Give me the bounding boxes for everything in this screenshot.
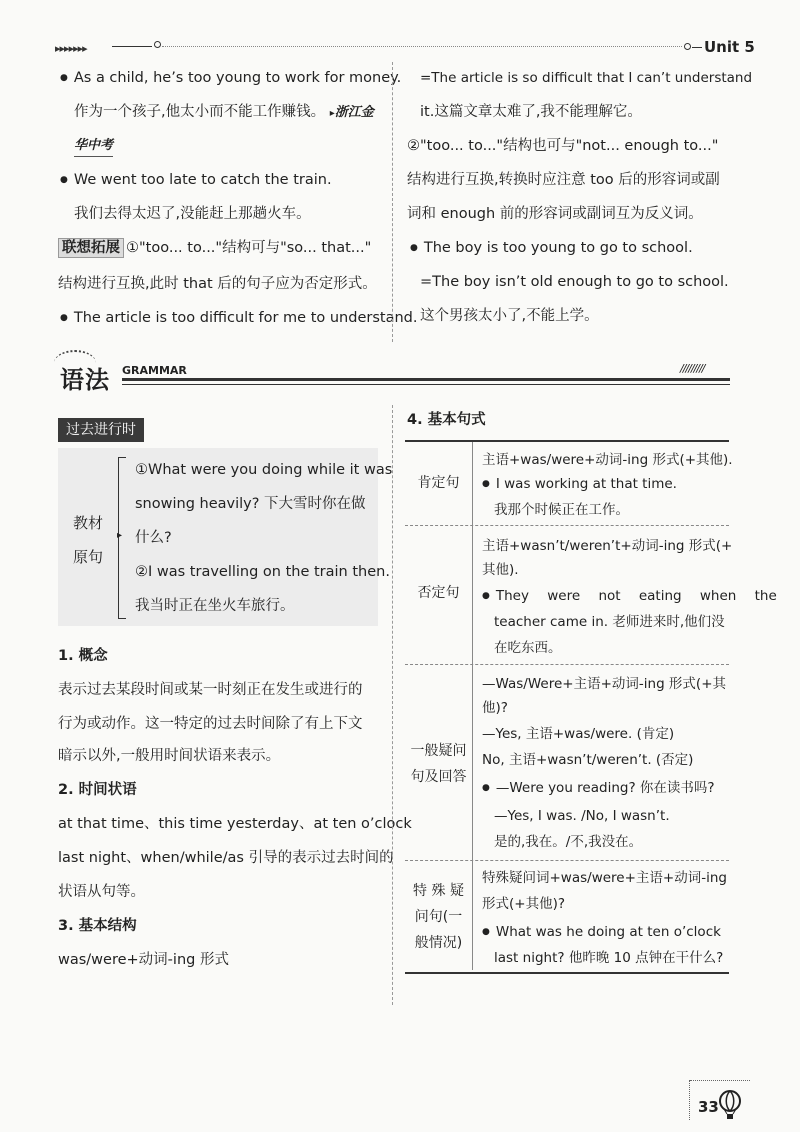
row-label-wh-1: 特 殊 疑 — [413, 883, 464, 899]
ex3-en: ● The article is too difficult for me to understand. — [60, 308, 417, 330]
tr-line1: =The article is so difficult that I can’t understand — [420, 70, 753, 86]
row1-line1: 主语+was/were+动词-ing 形式(+其他). — [482, 452, 733, 468]
row3-line2: 他)? — [482, 700, 508, 716]
source-line2: snowing heavily? 下大雪时你在做 — [135, 496, 366, 512]
row-label-yes-no-1: 一般疑问 — [410, 743, 467, 759]
table-rule-3 — [405, 860, 729, 861]
ex1-source-b: 华中考 — [74, 136, 113, 157]
row2-line4: teacher came in. 老师进来时,他们没 — [494, 614, 725, 630]
row4-line2: 形式(+其他)? — [482, 896, 566, 912]
row2-line3: ● They were not eating when the — [482, 586, 777, 608]
ex1-source-a: 浙江金 — [334, 105, 374, 120]
s2-line2: last night、when/while/as 引导的表示过去时间的 — [58, 850, 394, 866]
page-number: 33 — [698, 1098, 719, 1116]
grammar-subtitle: GRAMMAR — [122, 364, 187, 377]
ex2-zh: 我们去得太迟了,没能赶上那趟火车。 — [74, 206, 311, 222]
header-rule-left — [112, 46, 152, 47]
ex2-en: ● We went too late to catch the train. — [60, 170, 332, 192]
header-rule-right — [692, 47, 702, 48]
ex1-zh: 作为一个孩子,他太小而不能工作赚钱。 — [74, 104, 326, 120]
hot-air-balloon-icon — [718, 1090, 742, 1120]
grammar-rule-thin — [122, 384, 730, 385]
row-label-affirmative: 肯定句 — [417, 475, 460, 491]
ex1-zh-row — [74, 102, 374, 124]
table-rule-2 — [405, 664, 729, 665]
row4-line1: 特殊疑问词+was/were+主语+动词-ing — [482, 870, 727, 886]
grammar-title: 语法 — [60, 366, 110, 394]
tr-example-en: ● The boy is too young to go to school. — [410, 238, 693, 260]
row-label-wh-2: 问句(一 — [414, 909, 463, 925]
s1-line2: 行为或动作。这一特定的过去时间除了有上下文 — [58, 716, 363, 732]
s2-line1: at that time、this time yesterday、at ten o’clock — [58, 816, 412, 832]
top-column-divider — [392, 62, 393, 342]
tr-line2: it.这篇文章太难了,我不能理解它。 — [420, 104, 642, 120]
source-mark-icon: ▸ — [329, 108, 335, 119]
source-line4: ②I was travelling on the train then. — [135, 564, 390, 580]
row2-line5: 在吃东西。 — [494, 640, 562, 656]
row2-line2: 其他). — [482, 562, 519, 578]
tr-example-en2: =The boy isn’t old enough to go to school. — [420, 274, 729, 290]
row3-line7: 是的,我在。/不,我没在。 — [494, 834, 643, 850]
source-line1: ①What were you doing while it was — [135, 462, 393, 478]
row4-line4: last night? 他昨晚 10 点钟在干什么? — [494, 950, 724, 966]
s1-line1: 表示过去某段时间或某一时刻正在发生或进行的 — [58, 682, 363, 698]
s2-title: 2. 时间状语 — [58, 782, 137, 798]
extension-line1: ①"too... to..."结构可与"so... that..." — [126, 240, 372, 256]
row4-line3: ● What was he doing at ten o’clock — [482, 922, 721, 944]
s1-title: 1. 概念 — [58, 648, 108, 664]
table-bottom-rule — [405, 972, 729, 974]
row3-line3: —Yes, 主语+was/were. (肯定) — [482, 726, 675, 742]
grammar-slashes: ///////// — [680, 362, 705, 375]
topic-label: 过去进行时 — [58, 418, 144, 442]
source-label-2: 原句 — [73, 548, 104, 566]
header-circle-left-icon — [154, 41, 161, 48]
header-circle-right-icon — [684, 43, 691, 50]
footer-dotted-rule — [690, 1080, 750, 1081]
header-arrows: ▸▸▸▸▸▸▸ — [55, 42, 87, 55]
grammar-rule-thick — [122, 378, 730, 381]
source-line3: 什么? — [135, 530, 172, 546]
s3-line1: was/were+动词-ing 形式 — [58, 952, 229, 968]
s3-title: 3. 基本结构 — [58, 918, 137, 934]
header-rule-dotted — [162, 46, 682, 47]
row1-line3: 我那个时候正在工作。 — [494, 502, 629, 518]
row3-line6: —Yes, I was. /No, I wasn’t. — [494, 808, 670, 824]
tr-line5: 词和 enough 前的形容词或副词互为反义词。 — [407, 206, 703, 222]
unit-label: Unit 5 — [704, 38, 755, 56]
table-label-divider — [472, 442, 473, 970]
extension-tag: 联想拓展 — [58, 238, 124, 258]
extension-row — [58, 238, 371, 258]
row3-line4: No, 主语+wasn’t/weren’t. (否定) — [482, 752, 694, 768]
row1-line2: ● I was working at that time. — [482, 474, 677, 496]
extension-line2: 结构进行互换,此时 that 后的句子应为否定形式。 — [58, 276, 377, 292]
source-label-1: 教材 — [73, 514, 104, 532]
ex1-en: ● As a child, he’s too young to work for money. — [60, 68, 401, 90]
row-label-yes-no-2: 句及回答 — [410, 769, 467, 785]
lower-column-divider — [392, 405, 393, 1005]
table-top-rule — [405, 440, 729, 442]
table-rule-1 — [405, 525, 729, 526]
source-arrow-icon: ▸ — [117, 530, 123, 541]
row-label-wh-3: 般情况) — [414, 935, 463, 951]
row3-line1: —Was/Were+主语+动词-ing 形式(+其 — [482, 676, 727, 692]
s1-line3: 暗示以外,一般用时间状语来表示。 — [58, 748, 281, 764]
tr-line4: 结构进行互换,转换时应注意 too 后的形容词或副 — [407, 172, 720, 188]
tr-line3: ②"too... to..."结构也可与"not... enough to..." — [407, 138, 719, 154]
s2-line3: 状语从句等。 — [58, 884, 145, 900]
row-label-negative: 否定句 — [417, 585, 460, 601]
tr-example-zh: 这个男孩太小了,不能上学。 — [420, 308, 599, 324]
footer-rule-vertical — [689, 1080, 690, 1120]
row3-line5: ● —Were you reading? 你在读书吗? — [482, 778, 715, 800]
row2-line1: 主语+wasn’t/weren’t+动词-ing 形式(+ — [482, 538, 733, 554]
patterns-title: 4. 基本句式 — [407, 412, 486, 428]
source-line5: 我当时正在坐火车旅行。 — [135, 598, 295, 614]
